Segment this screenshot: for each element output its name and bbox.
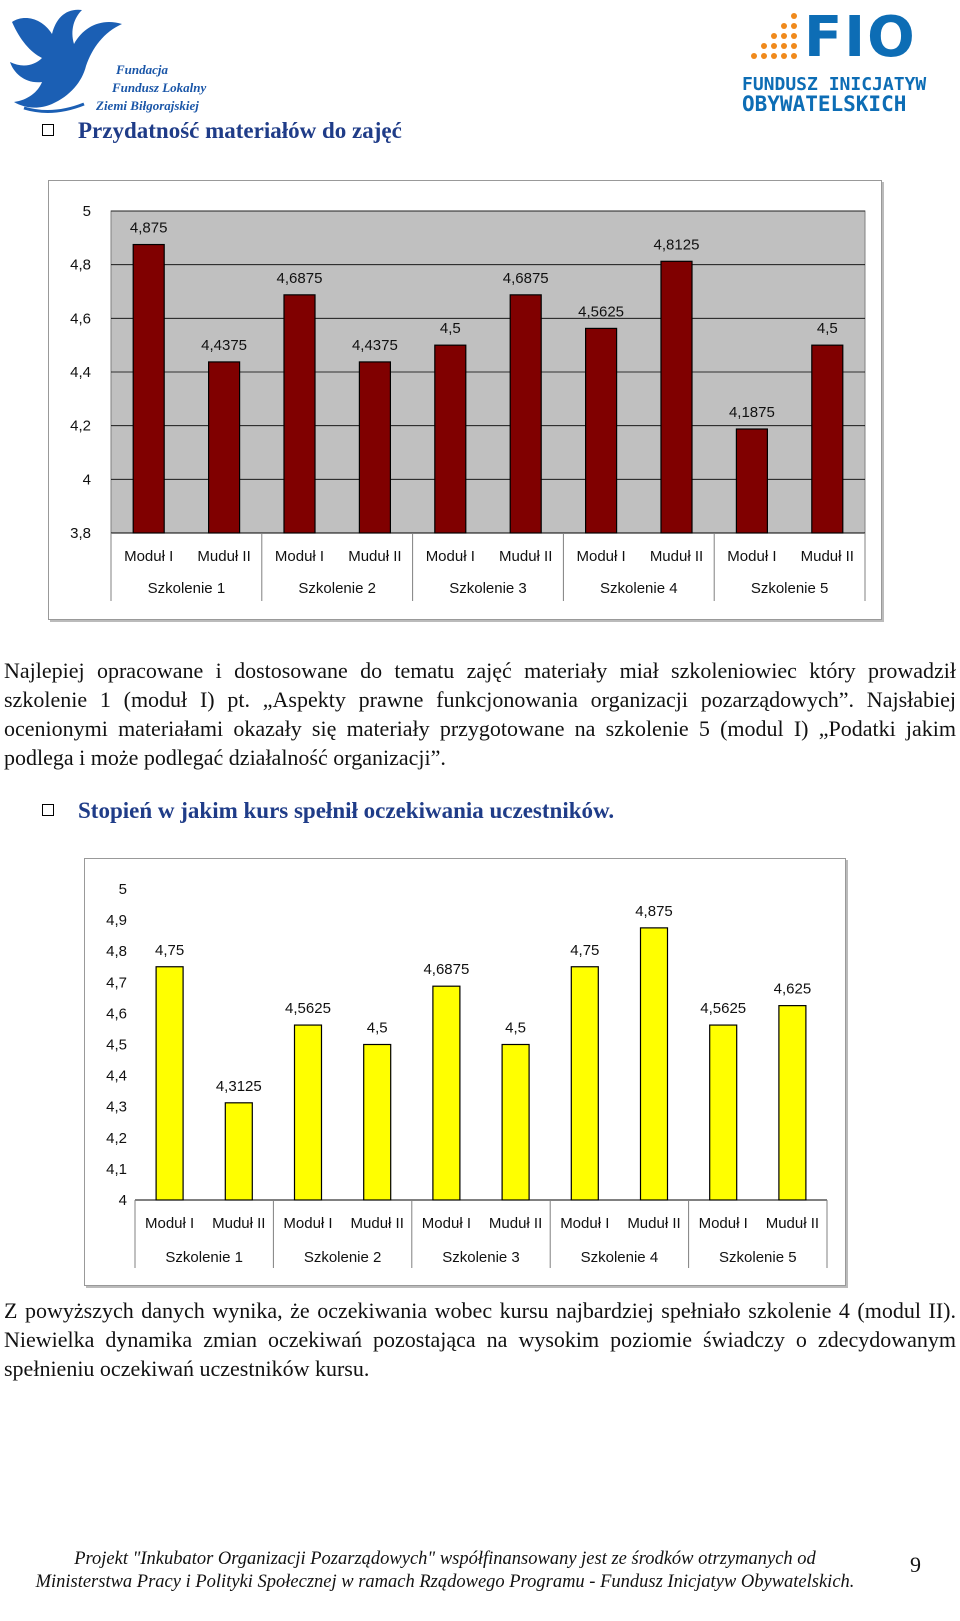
bar-value-label: 4,75 bbox=[570, 941, 600, 959]
section-heading-text: Przydatność materiałów do zajęć bbox=[78, 118, 402, 143]
x-category-label: Moduł I bbox=[274, 548, 325, 565]
x-category-label: Muduł II bbox=[800, 548, 854, 565]
y-tick-label: 4,2 bbox=[106, 1129, 127, 1147]
bar-value-label: 4,5625 bbox=[285, 1000, 331, 1018]
bar bbox=[435, 345, 466, 533]
x-category-label: Moduł I bbox=[144, 1215, 195, 1232]
y-tick-label: 4,8 bbox=[70, 256, 91, 274]
y-tick-label: 4,6 bbox=[106, 1005, 127, 1023]
bar-value-label: 4,5 bbox=[366, 1019, 388, 1037]
bar-value-label: 4,875 bbox=[635, 902, 673, 920]
x-category-label: Muduł II bbox=[348, 548, 402, 565]
x-category-label: Moduł I bbox=[698, 1215, 748, 1232]
bar-value-label: 4,1875 bbox=[728, 404, 775, 422]
bar-value-label: 4,5 bbox=[816, 320, 838, 338]
y-tick-label: 5 bbox=[82, 203, 91, 220]
bar bbox=[736, 429, 767, 533]
x-category-label: Muduł II bbox=[649, 548, 704, 565]
checkbox-bullet-icon bbox=[42, 124, 54, 136]
x-category-label: Moduł I bbox=[576, 548, 626, 565]
bar-value-label: 4,8125 bbox=[653, 236, 700, 254]
x-group-label: Szkolenie 3 bbox=[442, 1249, 520, 1266]
logo-line-3: Ziemi Biłgorajskiej bbox=[96, 98, 199, 113]
checkbox-bullet-icon bbox=[42, 804, 54, 816]
bar bbox=[359, 362, 390, 533]
x-group-label: Szkolenie 1 bbox=[165, 1249, 243, 1266]
bar-value-label: 4,4375 bbox=[201, 336, 248, 354]
y-tick-label: 4,3 bbox=[106, 1098, 127, 1116]
x-category-label: Muduł II bbox=[197, 548, 251, 565]
bar bbox=[364, 1045, 391, 1201]
bar bbox=[156, 967, 183, 1200]
y-tick-label: 4,2 bbox=[70, 417, 91, 435]
bar bbox=[661, 261, 692, 533]
paragraph-expectations: Z powyższych danych wynika, że oczekiwania wobec kursu najbardziej spełniało szkolenie 4 (modul II). Niewielka dynamika zmian oczekiwań pozostająca na wysokim poziomie świadczy o zdecydowanym spełnieniu oczekiwań uczestników kursu. bbox=[4, 1298, 956, 1381]
x-group-label: Szkolenie 3 bbox=[449, 580, 527, 597]
y-tick-label: 4,8 bbox=[106, 943, 127, 961]
chart-1-svg bbox=[49, 181, 881, 619]
x-category-label: Moduł I bbox=[560, 1215, 610, 1232]
fio-subtitle-2: OBYWATELSKICH bbox=[742, 92, 907, 116]
bar bbox=[502, 1045, 529, 1201]
bar bbox=[209, 362, 240, 533]
bar bbox=[225, 1103, 252, 1200]
bar-value-label: 4,5 bbox=[505, 1019, 527, 1037]
logo-line-1: Fundacja bbox=[116, 62, 169, 77]
fio-logo bbox=[742, 5, 952, 118]
x-category-label: Muduł II bbox=[212, 1215, 266, 1232]
bar bbox=[586, 328, 617, 533]
bar-value-label: 4,6875 bbox=[423, 961, 470, 979]
chart-expectations bbox=[84, 858, 846, 1286]
x-category-label: Moduł I bbox=[727, 548, 777, 565]
x-group-label: Szkolenie 5 bbox=[750, 580, 829, 597]
bar bbox=[571, 967, 598, 1200]
chart-2-svg bbox=[85, 859, 845, 1285]
fio-title: FIO bbox=[804, 5, 917, 70]
x-group-label: Szkolenie 5 bbox=[719, 1249, 797, 1266]
y-tick-label: 4,4 bbox=[70, 364, 91, 381]
x-group-label: Szkolenie 4 bbox=[580, 1249, 659, 1266]
bar bbox=[641, 928, 668, 1200]
bar-value-label: 4,5625 bbox=[578, 303, 625, 321]
x-category-label: Muduł II bbox=[488, 1215, 543, 1232]
x-category-label: Muduł II bbox=[499, 548, 553, 565]
bar bbox=[433, 986, 460, 1200]
x-group-label: Szkolenie 2 bbox=[303, 1249, 382, 1266]
section-heading-text: Stopień w jakim kurs spełnił oczekiwania uczestników. bbox=[78, 798, 615, 823]
bar-value-label: 4,6875 bbox=[502, 269, 549, 287]
section-heading-materials bbox=[42, 118, 402, 144]
y-tick-label: 4,6 bbox=[70, 310, 91, 328]
y-tick-label: 4,5 bbox=[106, 1036, 127, 1054]
y-tick-label: 4,4 bbox=[106, 1067, 127, 1085]
bar bbox=[133, 245, 164, 533]
logo-line-2: Fundusz Lokalny bbox=[112, 80, 207, 95]
foundation-logo bbox=[4, 4, 224, 119]
bar-value-label: 4,6875 bbox=[276, 269, 323, 287]
page-footer: Projekt "Inkubator Organizacji Pozarządowych" współfinansowany jest ze środków otrzymanych od Ministerstwa Pracy i Polityki Społecznej w ramach Rządowego Programu - Fundusz Inicjatyw Obywatelskich. bbox=[35, 1549, 855, 1592]
x-category-label: Muduł II bbox=[350, 1215, 404, 1232]
chart-materials-usefulness bbox=[48, 180, 882, 620]
x-group-label: Szkolenie 1 bbox=[147, 580, 226, 597]
bar bbox=[710, 1025, 737, 1200]
y-tick-label: 4,1 bbox=[106, 1160, 127, 1178]
bar bbox=[812, 345, 843, 533]
x-category-label: Muduł II bbox=[765, 1215, 820, 1232]
bar-value-label: 4,875 bbox=[129, 219, 168, 237]
page-number: 9 bbox=[910, 1552, 921, 1577]
section-heading-expectations bbox=[42, 798, 614, 824]
x-category-label: Moduł I bbox=[124, 548, 174, 565]
bar bbox=[510, 295, 541, 533]
paragraph-materials: Najlepiej opracowane i dostosowane do tematu zajęć materiały miał szkoleniowiec który prowadził szkolenie 1 (moduł I) pt. „Aspekty prawne funkcjonowania organizacji pozarządowych”. Najsłabiej ocenionymi materiałami okazały się materiały przygotowane na szkolenie 5 (modul I) „Podatki jakim podlega i może podlegać działalność organizacji”. bbox=[4, 658, 956, 770]
bar bbox=[284, 295, 315, 533]
x-group-label: Szkolenie 2 bbox=[298, 580, 376, 597]
bar-value-label: 4,3125 bbox=[215, 1077, 262, 1095]
bar-value-label: 4,5625 bbox=[700, 1000, 747, 1018]
bar-value-label: 4,4375 bbox=[351, 336, 398, 354]
y-tick-label: 4 bbox=[82, 471, 91, 489]
bar bbox=[295, 1025, 322, 1200]
y-tick-label: 3,8 bbox=[70, 525, 91, 542]
x-category-label: Moduł I bbox=[283, 1215, 333, 1232]
y-tick-label: 4 bbox=[118, 1192, 127, 1209]
bar-value-label: 4,625 bbox=[773, 980, 812, 998]
y-tick-label: 4,9 bbox=[106, 912, 127, 930]
x-category-label: Moduł I bbox=[421, 1215, 472, 1232]
x-category-label: Muduł II bbox=[627, 1215, 681, 1232]
x-group-label: Szkolenie 4 bbox=[600, 580, 678, 597]
bar-value-label: 4,75 bbox=[154, 941, 185, 959]
y-tick-label: 5 bbox=[118, 881, 127, 898]
bar bbox=[779, 1006, 806, 1200]
dots-logo-icon bbox=[742, 10, 802, 70]
x-category-label: Moduł I bbox=[425, 548, 475, 565]
bar-value-label: 4,5 bbox=[439, 320, 461, 338]
y-tick-label: 4,7 bbox=[106, 974, 127, 992]
fio-subtitle-1: FUNDUSZ INICJATYW bbox=[742, 74, 927, 95]
